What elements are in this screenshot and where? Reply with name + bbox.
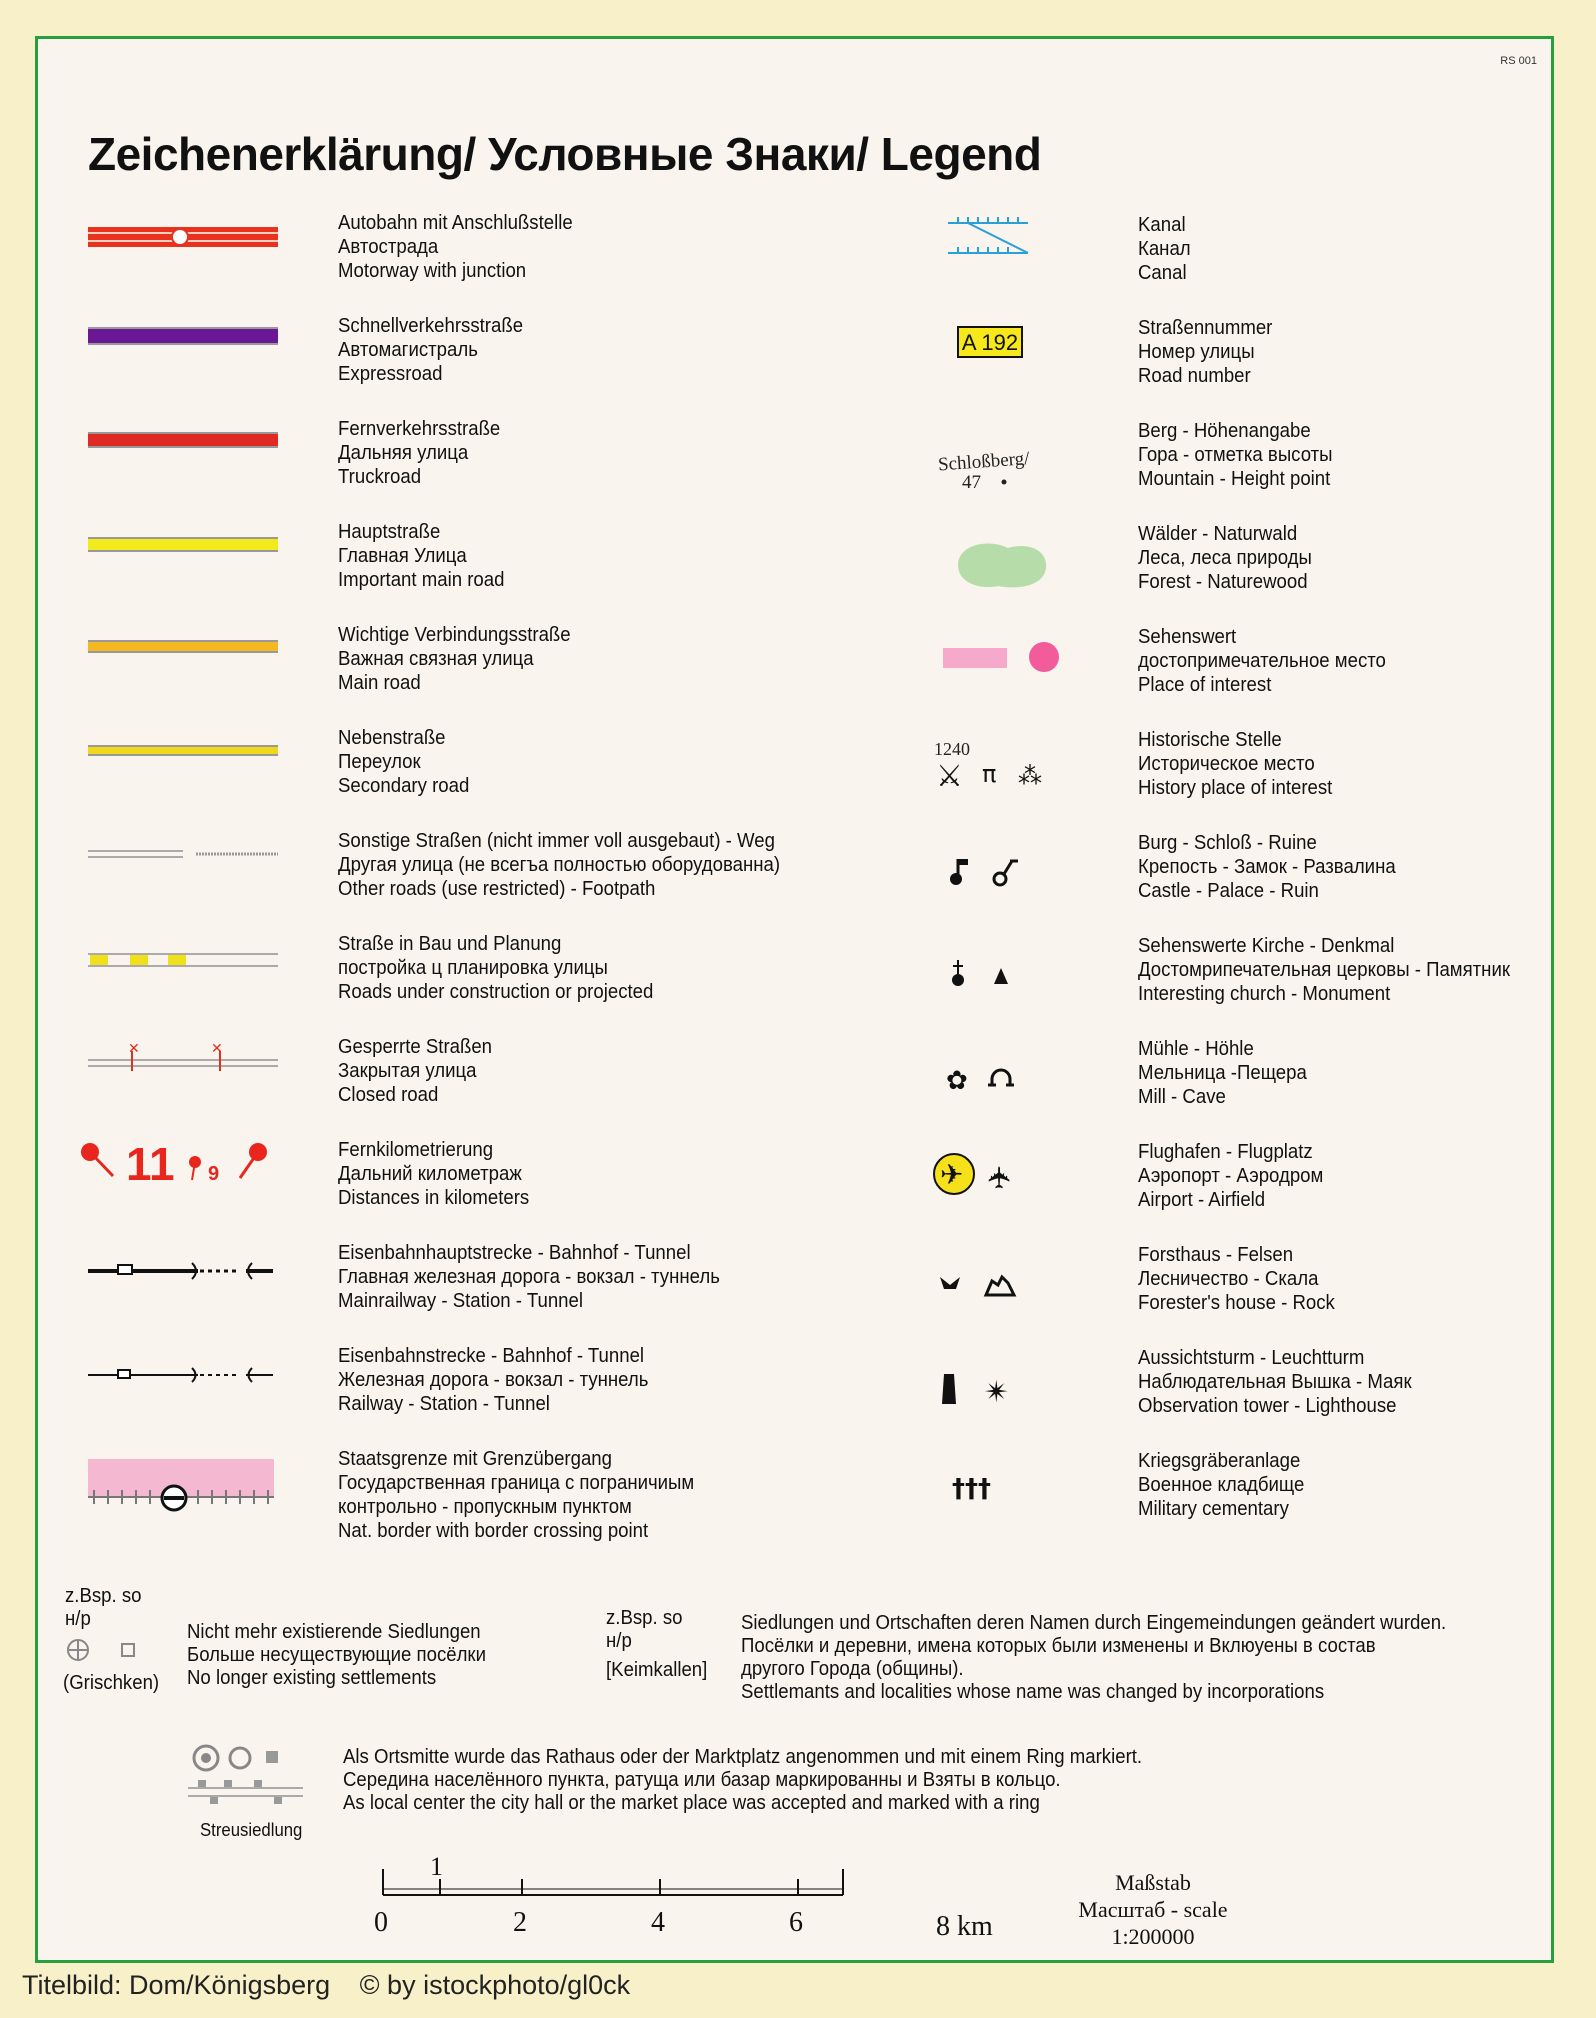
closed-road-symbol bbox=[68, 1033, 278, 1128]
legend-item-main-railway bbox=[38, 1239, 798, 1334]
crosses-icon: ††† bbox=[952, 1474, 991, 1504]
castle-symbol bbox=[948, 829, 1118, 924]
scale-label: Maßstab Масштаб - scale 1:200000 bbox=[1078, 1870, 1228, 1949]
legend-text: Aussichtsturm - Leuchtturm Наблюдательная Вышка - Маяк Observation tower - Lighthouse bbox=[1138, 1347, 1412, 1417]
road-number-label: A 192 bbox=[961, 330, 1019, 355]
legend-text: Staatsgrenze mit Grenzübergang Государственная граница с пограничиым контрольно - пропускным пунктом Nat. border with border crossing point bbox=[338, 1448, 695, 1542]
legend-text: Wichtige Verbindungsstraße Важная связная улица Main road bbox=[338, 624, 571, 694]
legend-item-war-cemetery bbox=[798, 1447, 1558, 1542]
legend-item-km bbox=[38, 1136, 798, 1231]
mountain-name: Schloßberg/ bbox=[937, 448, 1031, 476]
tower-lighthouse-symbol bbox=[948, 1344, 1118, 1439]
legend-item-castle bbox=[798, 829, 1558, 924]
canal-symbol bbox=[948, 211, 1118, 306]
legend-text: Mühle - Höhle Мельница -Пещера Mill - Cave bbox=[1138, 1038, 1307, 1108]
observation-tower-icon bbox=[942, 1374, 956, 1404]
truckroad-symbol bbox=[68, 415, 278, 510]
airfield-icon: ✈ bbox=[983, 1164, 1018, 1190]
legend-item-other-roads bbox=[38, 827, 798, 922]
legend-item-connecting-road bbox=[38, 621, 798, 716]
motorway-symbol bbox=[68, 209, 278, 304]
church-symbol bbox=[948, 932, 1118, 1027]
settlement-symbols bbox=[64, 1636, 144, 1666]
main-road-symbol bbox=[68, 518, 278, 613]
monument-icon: π bbox=[982, 760, 997, 788]
scale-graphic bbox=[374, 1839, 848, 1949]
legend-item-railway bbox=[38, 1342, 798, 1437]
cave-icon bbox=[992, 1070, 1010, 1085]
legend-text: Sehenswert достопримечательное место Place of interest bbox=[1138, 626, 1386, 696]
legend-text: Schnellverkehrsstraße Автомагистраль Expressroad bbox=[338, 315, 524, 385]
legend-text: Eisenbahnstrecke - Bahnhof - Tunnel Железная дорога - вокзал - туннель Railway - Station - Tunnel bbox=[338, 1345, 649, 1415]
secondary-road-symbol bbox=[68, 724, 278, 819]
legend-item-closed-road bbox=[38, 1033, 798, 1128]
other-roads-symbol bbox=[68, 827, 278, 922]
settlement-text: Nicht mehr existierende Siedlungen Больше несуществующие посёлки No longer existing settlements bbox=[187, 1621, 486, 1689]
legend-item-expressroad bbox=[38, 312, 798, 407]
legend-text: Hauptstraße Главная Улица Important main road bbox=[338, 521, 505, 591]
legend-item-construction bbox=[38, 930, 798, 1025]
legend-text: Wälder - Naturwald Леса, леса природы Forest - Naturewood bbox=[1138, 523, 1312, 593]
legend-text: Sehenswerte Kirche - Denkmal Достомрипечательная церковы - Памятник Interesting church - Monument bbox=[1138, 935, 1510, 1005]
scale-tick-2: 2 bbox=[513, 1907, 527, 1938]
legend-text: Forsthaus - Felsen Лесничество - Скала Forester's house - Rock bbox=[1138, 1244, 1335, 1314]
legend-text: Historische Stelle Историческое место History place of interest bbox=[1138, 729, 1333, 799]
airport-icon: ✈ bbox=[940, 1158, 964, 1191]
legend-text: Kriegsgräberanlage Военное кладбище Military cementary bbox=[1138, 1450, 1305, 1520]
legend-text: Sonstige Straßen (nicht immer voll ausgebaut) - Weg Другая улица (не всегъа полностью оборудованна) Other roads (use restricted) - Footpath bbox=[338, 830, 781, 900]
legend-text: Fernkilometrierung Дальний километраж Distances in kilometers bbox=[338, 1139, 530, 1209]
legend-item-history bbox=[798, 726, 1558, 821]
copyright-text: © by istockphoto/gl0ck bbox=[359, 1970, 631, 2000]
center-text: Als Ortsmitte wurde das Rathaus oder der Marktplatz angenommen und mit einem Ring markiert. Середина населённого пункта, ратуща или базар маркированны и Взяты в кольцо. As local center the city hall or the market place was accepted and marked with a ring bbox=[343, 1746, 1143, 1814]
legend-text: Flughafen - Flugplatz Аэропорт - Аэродром Airport - Airfield bbox=[1138, 1141, 1324, 1211]
km-big-number: 11 bbox=[126, 1138, 175, 1190]
legend-item-truckroad bbox=[38, 415, 798, 510]
footer bbox=[22, 1970, 652, 2001]
settlement-example-name: (Grischken) bbox=[63, 1672, 160, 1694]
border-symbol bbox=[68, 1445, 278, 1540]
legend-item-mountain bbox=[798, 417, 1558, 512]
legend-item-main-road bbox=[38, 518, 798, 613]
legend-text: Straße in Bau und Planung постройка ц планировка улицы Roads under construction or projected bbox=[338, 933, 654, 1003]
kilometer-markers-symbol bbox=[68, 1136, 278, 1231]
forester-rock-symbol bbox=[948, 1241, 1118, 1336]
streusiedlung-label: Streusiedlung bbox=[200, 1820, 303, 1840]
legend-text: Fernverkehrsstraße Дальняя улица Truckroad bbox=[338, 418, 501, 488]
main-railway-symbol bbox=[68, 1239, 278, 1334]
history-year: 1240 bbox=[934, 739, 970, 759]
settlement-example: z.Bsp. so н/р bbox=[65, 1585, 142, 1630]
lighthouse-icon: ✴ bbox=[984, 1375, 1010, 1410]
connecting-road-symbol bbox=[68, 621, 278, 716]
legend-text: Gesperrte Straßen Закрытая улица Closed road bbox=[338, 1036, 493, 1106]
legend-item-forester bbox=[798, 1241, 1558, 1336]
stones-icon: ⁂ bbox=[1018, 762, 1042, 790]
legend-text: Straßennummer Номер улицы Road number bbox=[1138, 317, 1273, 387]
center-symbols bbox=[188, 1744, 308, 1806]
renamed-example: z.Bsp. so н/р [Keimkallen] bbox=[606, 1607, 708, 1681]
sheet-code: RS 001 bbox=[1500, 55, 1537, 67]
scale-tick-0: 0 bbox=[374, 1907, 388, 1938]
expressroad-symbol bbox=[68, 312, 278, 407]
legend-item-airport bbox=[798, 1138, 1558, 1233]
airport-symbol bbox=[940, 1138, 1118, 1233]
mill-cave-symbol bbox=[948, 1035, 1118, 1130]
legend-panel bbox=[35, 36, 1554, 1963]
scale-tick-4: 4 bbox=[651, 1907, 665, 1938]
place-of-interest-symbol bbox=[948, 623, 1118, 718]
legend-text: Berg - Höhenangabe Гора - отметка высоты Mountain - Height point bbox=[1138, 420, 1333, 490]
legend-item-mill bbox=[798, 1035, 1558, 1130]
km-small-number: 9 bbox=[208, 1163, 220, 1185]
legend-item-canal bbox=[798, 211, 1558, 306]
mountain-symbol bbox=[937, 417, 1118, 512]
legend-item-border bbox=[38, 1445, 798, 1575]
scale-tick-6: 6 bbox=[789, 1907, 803, 1938]
legend-text: Autobahn mit Anschlußstelle Автострада Motorway with junction bbox=[338, 212, 573, 282]
legend-text: Nebenstraße Переулок Secondary road bbox=[338, 727, 470, 797]
legend-item-forest bbox=[798, 520, 1558, 615]
scale-one-label: 1 bbox=[430, 1852, 443, 1881]
cover-image-credit: Titelbild: Dom/Königsberg bbox=[22, 1970, 331, 2000]
legend-item-road-number bbox=[798, 314, 1558, 409]
history-symbol bbox=[934, 726, 1118, 821]
legend-item-tower bbox=[798, 1344, 1558, 1439]
renamed-text: Siedlungen und Ortschaften deren Namen durch Eingemeindungen geändert wurden. Посёлки и деревни, имена которых были изменены и Вклюуены в состав другого Города (общины). Settlemants and localities whose name was changed by incorporations bbox=[741, 1612, 1447, 1703]
forester-icon bbox=[940, 1277, 960, 1289]
road-number-symbol bbox=[948, 314, 1118, 409]
construction-road-symbol bbox=[68, 930, 278, 1025]
legend-text: Burg - Schloß - Ruine Крепость - Замок - Развалина Castle - Palace - Ruin bbox=[1138, 832, 1396, 902]
legend-item-church bbox=[798, 932, 1558, 1027]
mountain-height: 47 bbox=[962, 472, 981, 493]
crossed-swords-icon: ⚔ bbox=[936, 759, 963, 794]
legend-text: Kanal Канал Canal bbox=[1138, 214, 1191, 284]
legend-text: Eisenbahnhauptstrecke - Bahnhof - Tunnel Главная железная дорога - вокзал - туннель Mainrailway - Station - Tunnel bbox=[338, 1242, 720, 1312]
svg-text:✕: ✕ bbox=[128, 1041, 140, 1057]
rock-icon bbox=[986, 1277, 1014, 1295]
svg-text:✕: ✕ bbox=[211, 1041, 223, 1057]
war-cemetery-symbol bbox=[948, 1447, 1118, 1542]
legend-item-place-of-interest bbox=[798, 623, 1558, 718]
legend-item-secondary-road bbox=[38, 724, 798, 819]
page-title: Zeichenerklärung/ Условные Знаки/ Legend bbox=[88, 128, 1042, 180]
scale-tick-8: 8 km bbox=[936, 1911, 993, 1942]
forest-symbol bbox=[948, 520, 1118, 615]
railway-symbol bbox=[68, 1342, 278, 1437]
mill-icon: ✿ bbox=[946, 1066, 968, 1096]
legend-item-motorway bbox=[38, 209, 798, 304]
